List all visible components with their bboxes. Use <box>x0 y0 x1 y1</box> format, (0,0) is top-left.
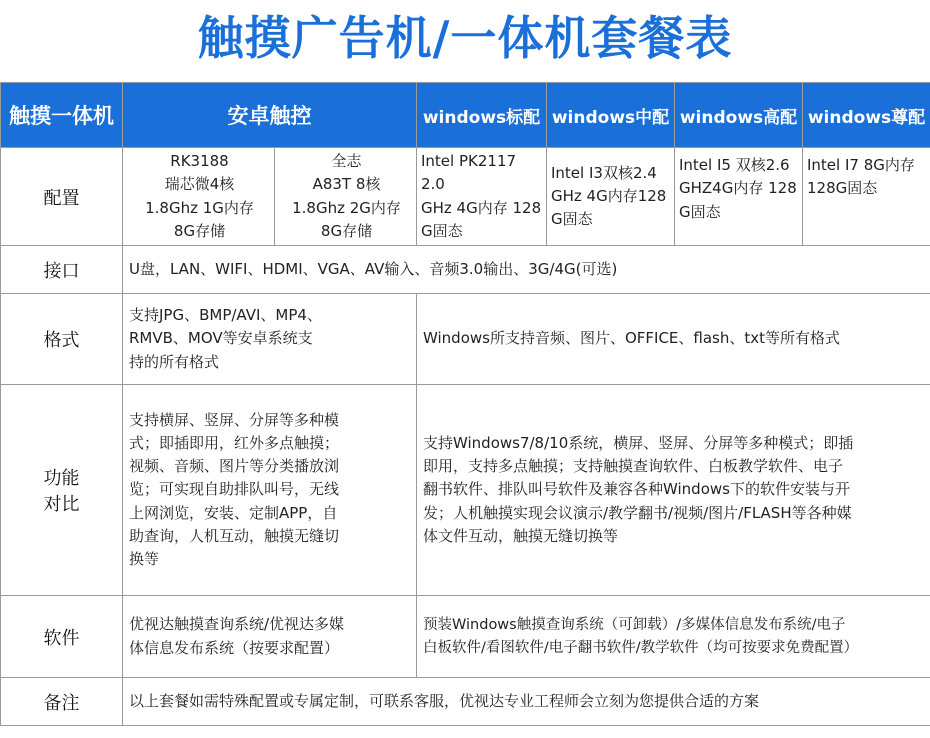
package-table <box>0 82 930 726</box>
row-label-interface: 接口 <box>1 246 123 294</box>
software-android: 优视达触摸查询系统/优视达多媒 体信息发布系统（按要求配置） <box>123 596 417 678</box>
config-windows-standard: Intel PK2117 2.0 GHz 4G内存 128 G固态 <box>417 148 547 246</box>
header-windows-mid: windows中配 <box>547 83 675 148</box>
function-android: 支持横屏、竖屏、分屏等多种模 式；即插即用，红外多点触摸； 视频、音频、图片等分类播放浏 览；可实现自助排队叫号，无线 上网浏览，安装、定制APP，自 助查询，人机互动，触摸无缝切 换等 <box>123 385 417 596</box>
header-product: 触摸一体机 <box>1 83 123 148</box>
table-header-row <box>1 83 930 148</box>
header-windows-high: windows高配 <box>675 83 803 148</box>
format-android: 支持JPG、BMP/AVI、MP4、 RMVB、MOV等安卓系统支 持的所有格式 <box>123 294 417 385</box>
row-label-config: 配置 <box>1 148 123 246</box>
config-android-b: 全志 A83T 8核 1.8Ghz 2G内存 8G存储 <box>275 148 417 246</box>
row-label-function: 功能 对比 <box>1 385 123 596</box>
page-title: 触摸广告机/一体机套餐表 <box>197 11 733 65</box>
table-row <box>1 596 930 678</box>
header-windows-standard: windows标配 <box>417 83 547 148</box>
software-windows: 预装Windows触摸查询系统（可卸载）/多媒体信息发布系统/电子 白板软件/看图软件/电子翻书软件/教学软件（均可按要求免费配置） <box>417 596 930 678</box>
table-row <box>1 148 930 246</box>
note-value: 以上套餐如需特殊配置或专属定制，可联系客服，优视达专业工程师会立刻为您提供合适的方案 <box>123 678 930 726</box>
row-label-format: 格式 <box>1 294 123 385</box>
config-android-a: RK3188 瑞芯微4核 1.8Ghz 1G内存 8G存储 <box>123 148 275 246</box>
interface-value: U盘，LAN、WIFI、HDMI、VGA、AV输入、音频3.0输出、3G/4G(可选) <box>123 246 930 294</box>
table-row <box>1 246 930 294</box>
header-android: 安卓触控 <box>123 83 417 148</box>
function-windows: 支持Windows7/8/10系统，横屏、竖屏、分屏等多种模式；即插 即用，支持多点触摸；支持触摸查询软件、白板教学软件、电子 翻书软件、排队叫号软件及兼容各种Windows下的软件安装与开 发；人机触摸实现会议演示/教学翻书/视频/图片/FLASH等各种媒 体文件互动，触摸无缝切换等 <box>417 385 930 596</box>
config-windows-mid: Intel I3双核2.4 GHz 4G内存128 G固态 <box>547 148 675 246</box>
table-row <box>1 385 930 596</box>
config-windows-premium: Intel I7 8G内存 128G固态 <box>803 148 930 246</box>
table-row <box>1 678 930 726</box>
table-row <box>1 294 930 385</box>
row-label-software: 软件 <box>1 596 123 678</box>
format-windows: Windows所支持音频、图片、OFFICE、flash、txt等所有格式 <box>417 294 930 385</box>
row-label-note: 备注 <box>1 678 123 726</box>
header-windows-premium: windows尊配 <box>803 83 930 148</box>
config-windows-high: Intel I5 双核2.6 GHZ4G内存 128 G固态 <box>675 148 803 246</box>
